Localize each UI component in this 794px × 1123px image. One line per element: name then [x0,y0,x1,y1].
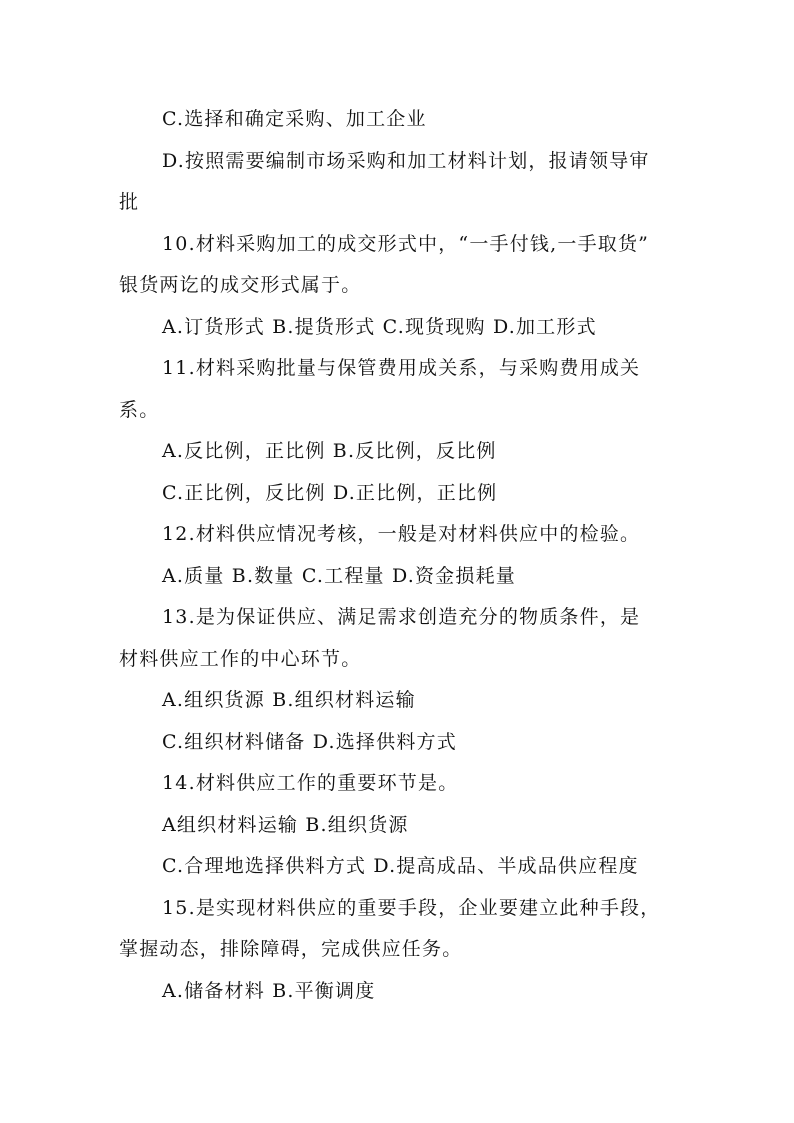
question-12-options: A.质量 B.数量 C.工程量 D.资金损耗量 [162,565,516,587]
question-10-continuation: 银货两讫的成交形式属于。 [119,274,362,296]
question-13: 13.是为保证供应、满足需求创造充分的物质条件，是 [162,606,641,628]
question-10-options: A.订货形式 B.提货形式 C.现货现购 D.加工形式 [162,316,597,338]
question-13-options-cd: C.组织材料储备 D.选择供料方式 [162,731,457,753]
question-11: 11.材料采购批量与保管费用成关系，与采购费用成关 [162,357,641,379]
question-11-continuation: 系。 [119,399,160,421]
question-12: 12.材料供应情况考核，一般是对材料供应中的检验。 [162,523,641,545]
question-15-continuation: 掌握动态，排除障碍，完成供应任务。 [119,938,463,960]
question-11-options-ab: A.反比例，正比例 B.反比例，反比例 [162,440,497,462]
option-line-continuation: 批 [119,191,140,213]
question-14-options-ab: A组织材料运输 B.组织货源 [162,814,409,836]
question-13-continuation: 材料供应工作的中心环节。 [119,648,362,670]
question-11-options-cd: C.正比例，反比例 D.正比例，正比例 [162,482,498,504]
question-10: 10.材料采购加工的成交形式中，“一手付钱,一手取货” [162,233,650,255]
question-15: 15.是实现材料供应的重要手段，企业要建立此种手段， [162,897,661,919]
question-13-options-ab: A.组织货源 B.组织材料运输 [162,689,416,711]
question-14: 14.材料供应工作的重要环节是。 [162,772,459,794]
option-line-d: D.按照需要编制市场采购和加工材料计划，报请领导审 [162,150,650,172]
question-14-options-cd: C.合理地选择供料方式 D.提高成品、半成品供应程度 [162,855,639,877]
question-15-options: A.储备材料 B.平衡调度 [162,980,376,1002]
option-line-c: C.选择和确定采购、加工企业 [162,108,427,130]
